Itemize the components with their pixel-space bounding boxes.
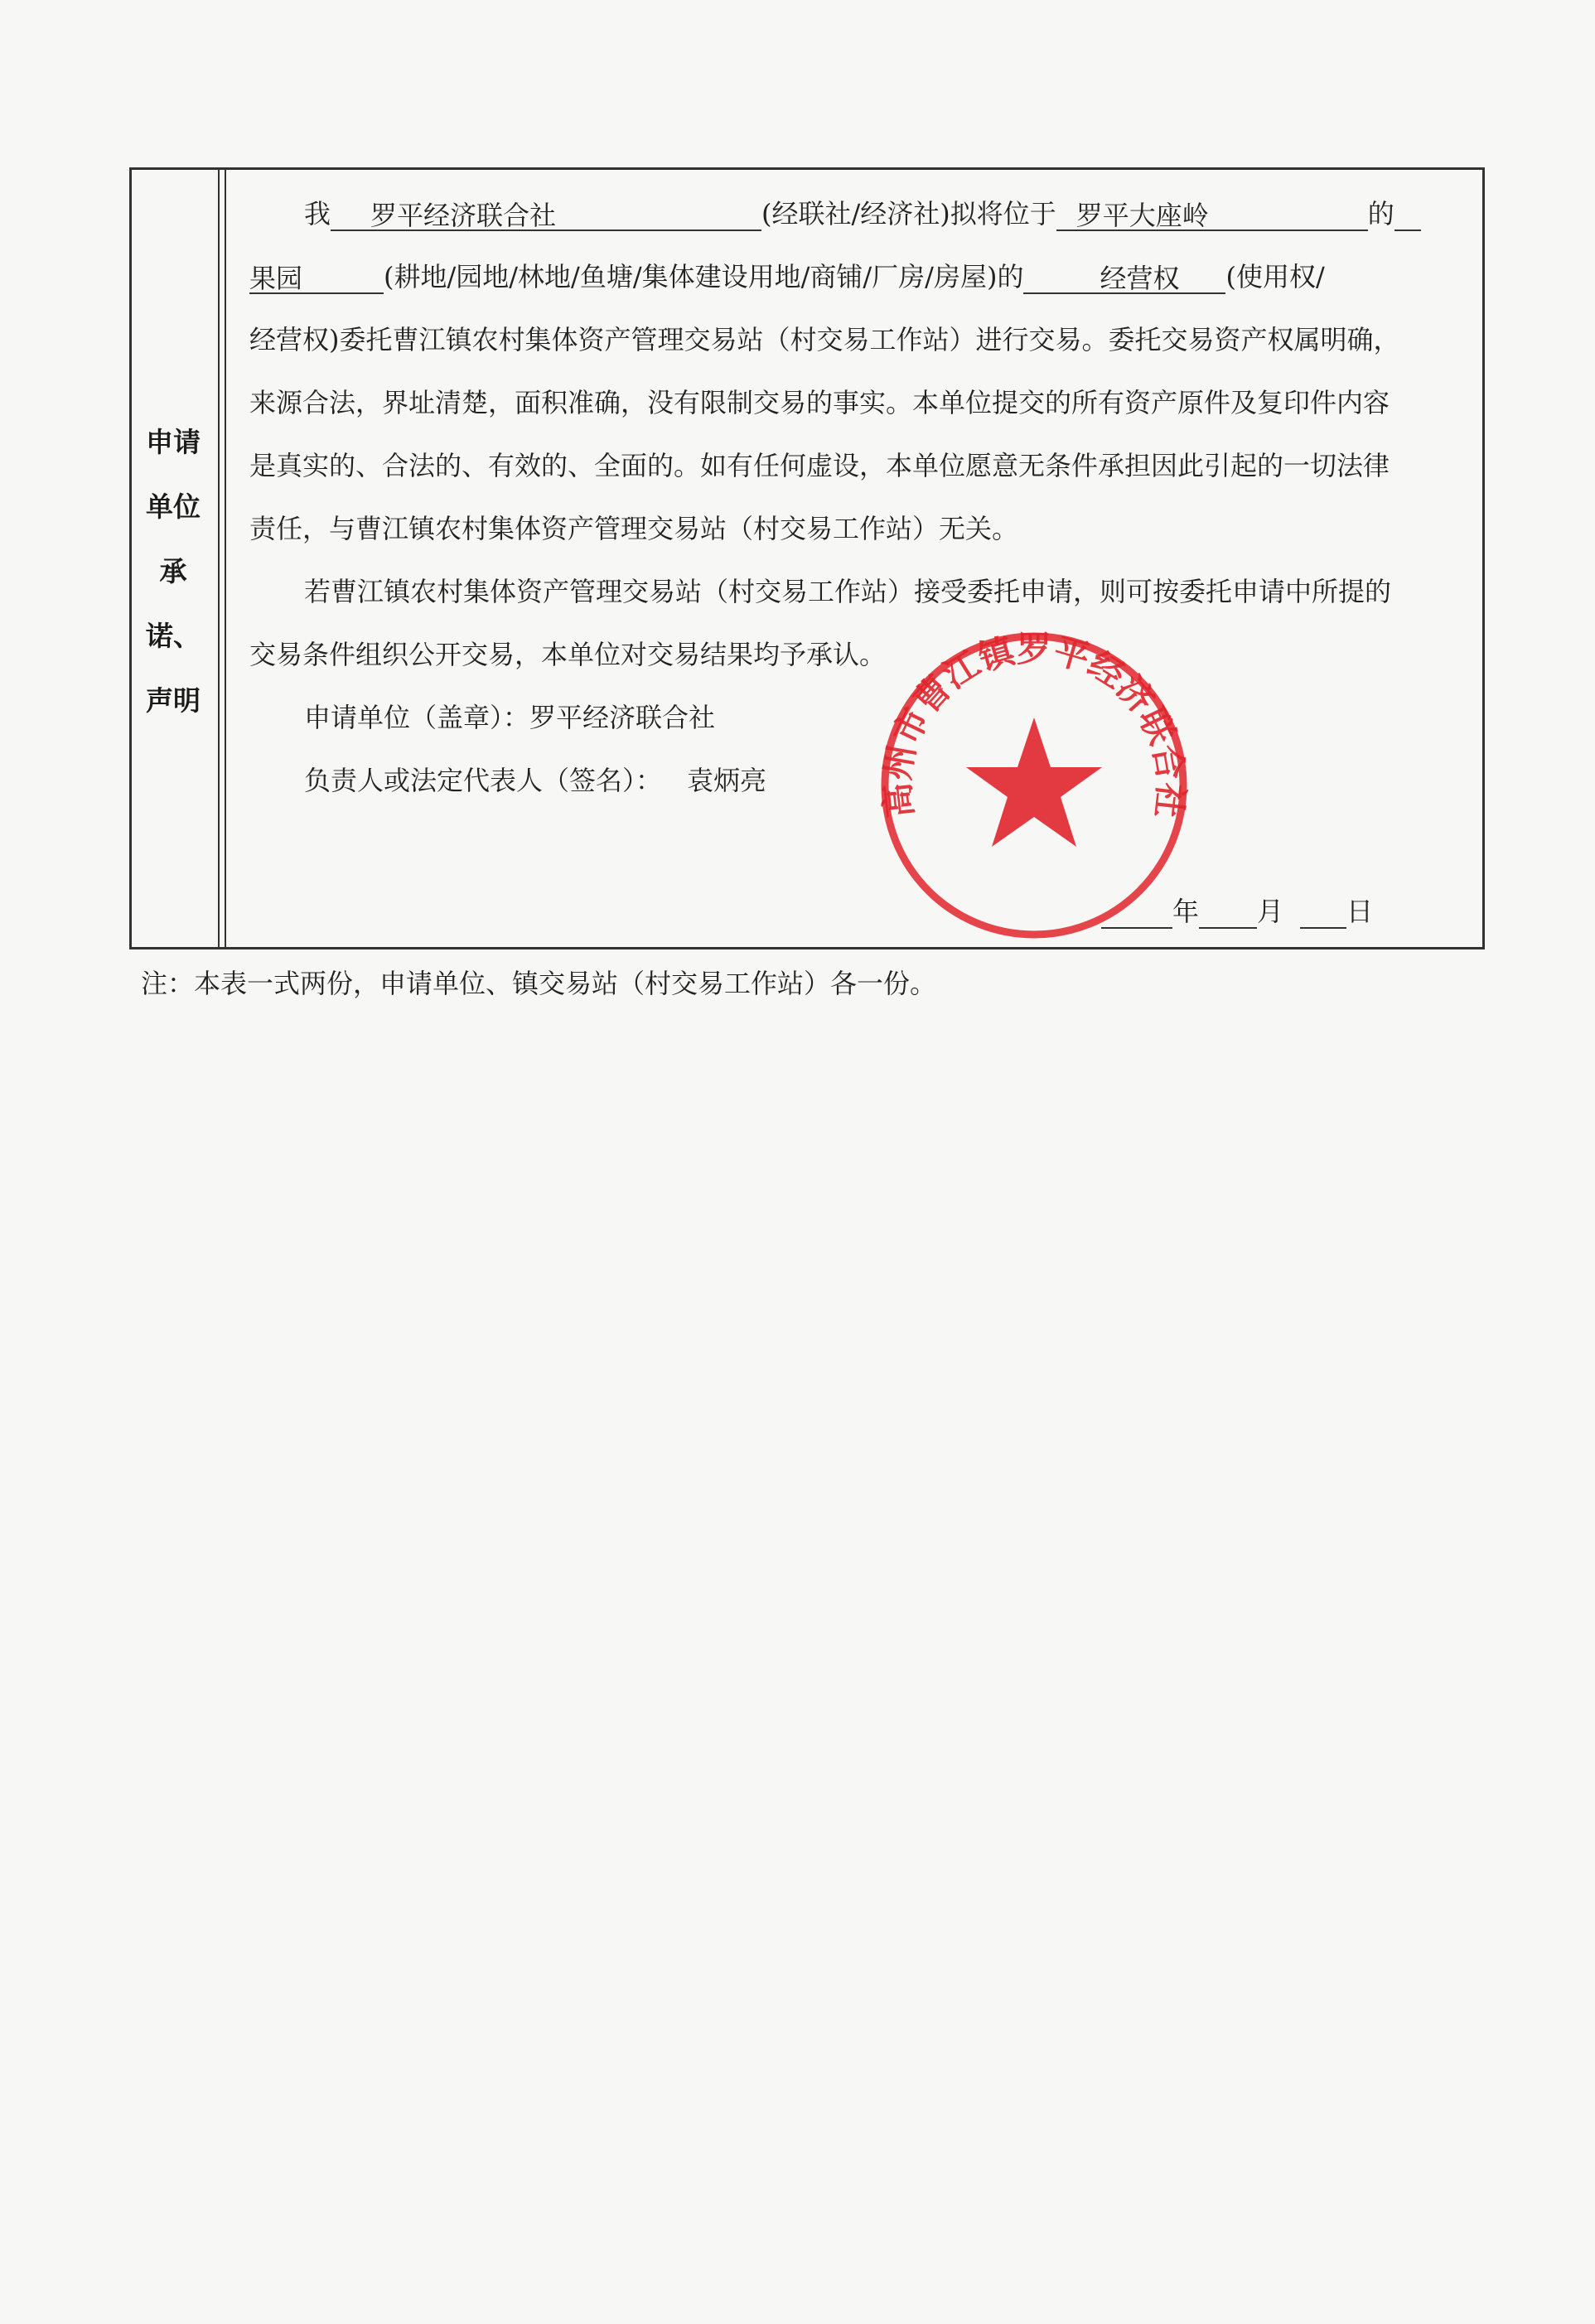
asset-type-field: 果园: [249, 258, 384, 294]
applicant-signature-line: 申请单位（盖章）：罗平经济联合社: [304, 702, 716, 733]
side-label-line: 声明: [146, 684, 201, 717]
rep-name: 袁炳亮: [687, 765, 767, 796]
day-label: 日: [1346, 896, 1374, 927]
seal-text: 高州市曹江镇罗平经济联合社: [877, 628, 1191, 820]
cell-divider: [218, 170, 220, 947]
month-blank: [1199, 892, 1257, 929]
year-label: 年: [1172, 896, 1200, 927]
commitment-content: [225, 170, 1482, 947]
side-label-line: 单位: [146, 490, 201, 523]
month-label: 月: [1257, 896, 1284, 927]
side-label-cell: [132, 170, 226, 947]
representative-line: [304, 760, 766, 798]
type-options-text: (经联社/经济社)拟将位于: [761, 198, 1056, 230]
side-label-line: 申请: [146, 426, 201, 458]
asset-options-text: (耕地/园地/林地/鱼塘/集体建设用地/商铺/厂房/房屋)的: [384, 261, 1024, 292]
para2-line1: 若曹江镇农村集体资产管理交易站（村交易工作站）接受委托申请，则可按委托申请中所提的: [304, 576, 1392, 607]
day-blank: [1300, 892, 1346, 929]
para1-line2: [249, 256, 1325, 294]
side-label: [132, 410, 215, 733]
para1-line5: 是真实的、合法的、有效的、全面的。如有任何虚设，本单位愿意无条件承担因此引起的一切法律: [249, 450, 1390, 481]
rep-label: 负责人或法定代表人（签名）：: [304, 765, 663, 796]
blank-line: [1394, 195, 1421, 231]
blank-line: [1056, 195, 1076, 231]
prefix-text: 我: [304, 198, 331, 230]
applicant-field: 罗平经济联合社: [370, 195, 761, 231]
blank-line: [331, 195, 370, 231]
side-label-line: 承: [159, 555, 187, 587]
para2-line2: 交易条件组织公开交易，本单位对交易结果均予承认。: [249, 639, 887, 670]
location-field: 罗平大座岭: [1076, 195, 1368, 231]
official-seal: [877, 628, 1191, 943]
side-label-line: 诺、: [146, 620, 201, 652]
suffix-text: 的: [1367, 198, 1394, 230]
blank-line: [1023, 258, 1100, 294]
para1-line1: [304, 193, 1421, 231]
commitment-table: [129, 167, 1485, 949]
para1-line6: 责任，与曹江镇农村集体资产管理交易站（村交易工作站）无关。: [249, 513, 1019, 544]
star-icon: [966, 717, 1102, 847]
para1-line3: 经营权)委托曹江镇农村集体资产管理交易站（村交易工作站）进行交易。委托交易资产权属明确，: [249, 324, 1400, 355]
right-options-text: (使用权/: [1225, 261, 1325, 292]
footnote: 注：本表一式两份，申请单位、镇交易站（村交易工作站）各一份。: [141, 968, 937, 999]
blank-line: [1211, 258, 1225, 294]
right-type-field: 经营权: [1100, 258, 1211, 294]
para1-line4: 来源合法，界址清楚，面积准确，没有限制交易的事实。本单位提交的所有资产原件及复印件内容: [249, 387, 1390, 418]
